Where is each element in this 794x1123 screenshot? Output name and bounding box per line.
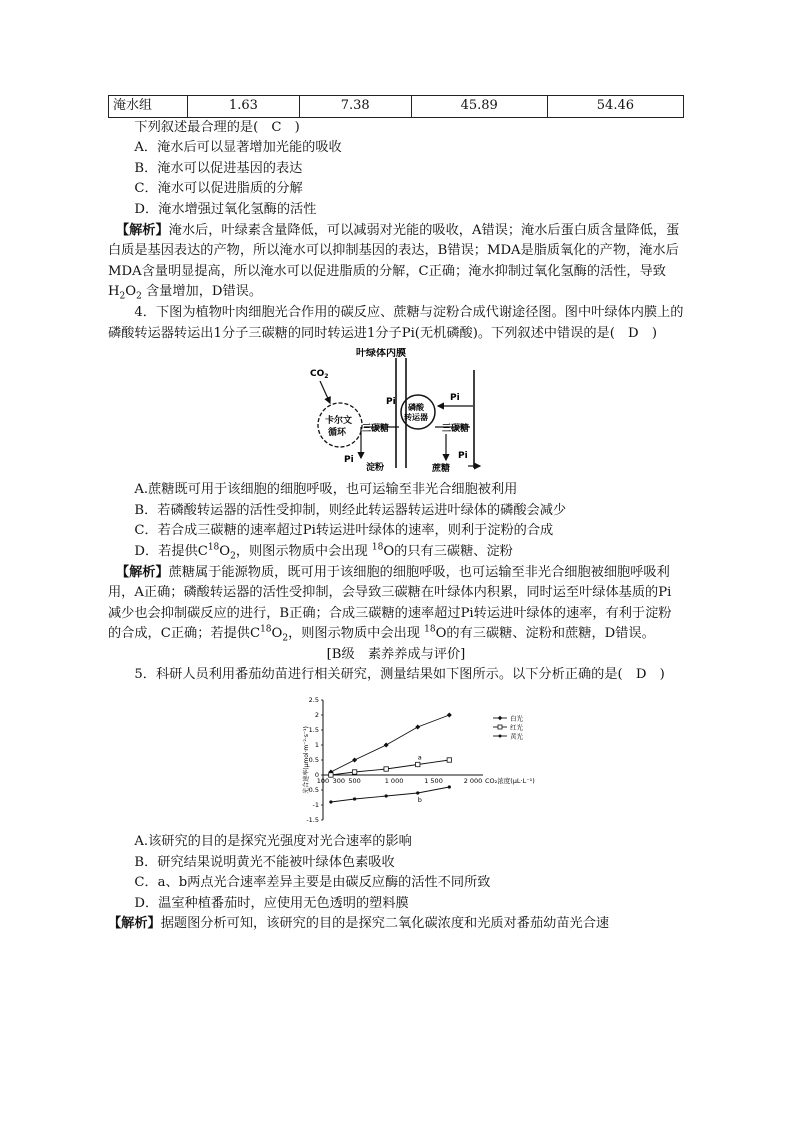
data-point [448, 785, 451, 788]
co2-label: $CO_2$ [310, 369, 329, 381]
x-tick-label: 1 000 [384, 777, 404, 786]
analysis-text: 据题图分析可知，该研究的目的是探究二氧化碳浓度和光质对番茄幼苗光合速 [160, 916, 610, 932]
y-tick-label: 0.5 [308, 756, 319, 765]
x-tick-label: 2 000 [463, 777, 483, 786]
analysis-text: O [125, 284, 137, 300]
q4-option-d [108, 542, 684, 563]
q3-option-c: C．淹水可以促进脂质的分解 [134, 181, 303, 197]
data-point [447, 713, 452, 718]
y-tick-label: 1 [314, 741, 319, 750]
superscript: 18 [371, 542, 384, 553]
starch-label: 淀粉 [366, 463, 385, 474]
data-table [108, 95, 684, 118]
transporter-label-1: 磷酸 [408, 403, 424, 413]
transporter-label-2: 转运器 [404, 413, 428, 423]
q3-option-a: A．淹水后可以显著增加光能的吸收 [134, 140, 342, 156]
text-run: O的只有三碳糖、淀粉 [383, 543, 513, 559]
q5-option-b: B．研究结果说明黄光不能被叶绿体色素吸收 [134, 854, 395, 870]
q4-stem: 4．下图为植物叶肉细胞光合作用的碳反应、蔗糖与淀粉合成代谢途径图。图中叶绿体内膜上的磷酸转运器转运出1分子三碳糖的同时转运进1分子Pi(无机磷酸)。下列叙述中错误的是( D ) [108, 304, 684, 341]
x-tick-label: 100 [316, 777, 330, 786]
superscript: 18 [260, 624, 272, 635]
series-line [331, 787, 449, 805]
calvin-cycle-label-2: 循环 [328, 428, 347, 439]
legend-marker [498, 725, 502, 729]
y-axis-label: 光合速率(μmol·m⁻²·s⁻¹) [303, 726, 310, 794]
subscript: 2 [230, 551, 236, 562]
series-line [331, 715, 449, 772]
q4-analysis [108, 563, 684, 645]
q4-option-a: A.蔗糖既可用于该细胞的细胞呼吸，也可运输至非光合细胞被利用 [134, 482, 518, 498]
q4-option-c: C．若合成三碳糖的速率超过Pi转运进叶绿体的速率，则利于淀粉的合成 [134, 523, 554, 539]
data-point [329, 773, 333, 777]
analysis-text: O [271, 626, 283, 642]
analysis-text: ，则图示物质中会出现 [288, 626, 425, 642]
y-tick-label: 2.5 [308, 696, 319, 705]
membrane-label: 叶绿体内膜 [356, 348, 406, 360]
pathway-diagram [108, 348, 684, 476]
co2-chart [108, 690, 684, 828]
analysis-text: 含量增加，D错误。 [141, 284, 263, 300]
document-page [108, 95, 684, 935]
pi-label: Pi [458, 451, 468, 462]
q3-option-b: B．淹水可以促进基因的表达 [134, 160, 303, 176]
q5-stem: 5．科研人员利用番茄幼苗进行相关研究，测量结果如下图所示。以下分析正确的是( D ) [134, 667, 665, 683]
analysis-tag: 【解析】 [115, 222, 169, 238]
x-axis-label: CO₂浓度(μL·L⁻¹) [485, 777, 535, 786]
analysis-tag: 【解析】 [108, 916, 161, 932]
q3-stem: 下列叙述最合理的是( C ) [134, 119, 300, 135]
data-point [384, 743, 389, 748]
table-cell: 54.46 [547, 96, 683, 118]
x-tick-label: 1 500 [424, 777, 443, 786]
triose-label: 三碳糖 [442, 424, 470, 435]
data-point [329, 800, 332, 803]
y-tick-label: 0 [314, 771, 319, 780]
table-row [109, 96, 684, 118]
calvin-cycle-label-1: 卡尔文 [325, 416, 353, 427]
superscript: 18 [424, 624, 436, 635]
analysis-text: O的有三碳糖、淀粉和蔗糖，D错误。 [435, 626, 655, 642]
table-cell: 7.38 [299, 96, 411, 118]
y-tick-label: -0.5 [306, 786, 319, 795]
data-point [352, 758, 357, 763]
q4-option-b: B．若磷酸转运器的活性受抑制，则经此转运器转运进叶绿体的磷酸会减少 [134, 502, 567, 518]
q5-analysis [108, 914, 684, 935]
q3-analysis [108, 221, 684, 303]
data-point [384, 767, 388, 771]
x-tick-label: 300 [332, 777, 346, 786]
co2-chart-svg [108, 690, 684, 828]
data-point [416, 762, 420, 766]
legend-marker [499, 735, 502, 738]
y-tick-label: 2 [314, 711, 319, 720]
data-point [416, 791, 419, 794]
co2-arrow [320, 381, 330, 403]
x-tick-label: 500 [348, 777, 361, 786]
triose-label: 三碳糖 [362, 424, 390, 435]
table-cell: 淹水组 [109, 96, 188, 118]
annotation-a: a [417, 753, 422, 762]
text-run: D．若提供C [134, 543, 208, 559]
legend-label: 白光 [510, 714, 523, 723]
legend-label: 红光 [510, 723, 523, 732]
table-cell: 45.89 [411, 96, 547, 118]
superscript: 18 [207, 542, 220, 553]
table-cell: 1.63 [188, 96, 300, 118]
data-point [415, 725, 420, 730]
data-point [447, 758, 451, 762]
subscript: 2 [136, 291, 142, 302]
data-point [352, 770, 356, 774]
pi-label: Pi [386, 397, 396, 408]
y-tick-label: -1.5 [306, 816, 319, 825]
subscript: 2 [119, 291, 126, 302]
q5-option-d: D．温室种植番茄时，应使用无色透明的塑料膜 [134, 895, 409, 911]
legend-label: 黄光 [510, 732, 523, 741]
y-tick-label: -1 [312, 801, 319, 810]
pathway-diagram-svg [108, 348, 684, 476]
subscript: 2 [282, 633, 289, 644]
sucrose-label: 蔗糖 [432, 464, 451, 475]
q5-option-c: C．a、b两点光合速率差异主要是由碳反应酶的活性不同所致 [134, 875, 491, 891]
text-run: O [219, 543, 231, 559]
y-tick-label: 1.5 [308, 726, 319, 735]
data-point [353, 797, 356, 800]
q5-option-a: A.该研究的目的是探究光强度对光合速率的影响 [134, 834, 412, 850]
analysis-text: 淹水后，叶绿素含量降低，可以减弱对光能的吸收，A错误；淹水后蛋白质含量降低，蛋白质是基因表达的产物，所以淹水可以抑制基因的表达，B错误；MDA是脂质氧化的产物，淹水后MDA含量明显提高，所以淹水可以促进脂质的分解，C正确；淹水抑制过氧化氢酶的活性，导致H [108, 222, 680, 300]
q3-option-d: D．淹水增强过氧化氢酶的活性 [134, 201, 317, 217]
pi-label: Pi [344, 455, 354, 466]
series-line [331, 760, 449, 775]
analysis-text: 蔗糖属于能源物质，既可用于该细胞的细胞呼吸，也可运输至非光合细胞被细胞呼吸利用，A正确；磷酸转运器的活性受抑制，会导致三碳糖在叶绿体内积累，同时运至叶绿体基质的Pi减少也会抑制碳反应的进行，B正确；合成三碳糖的速率超过Pi转运进叶绿体的速率，有利于淀粉的合成，C正确；若提供C [108, 564, 672, 642]
legend-marker [498, 716, 503, 721]
analysis-tag: 【解析】 [115, 564, 169, 580]
data-point [385, 794, 388, 797]
section-heading: [B级 素养养成与评价] [326, 646, 466, 662]
pi-label: Pi [450, 393, 460, 404]
text-run: ，则图示物质中会出现 [235, 543, 372, 559]
annotation-b: b [417, 796, 422, 805]
